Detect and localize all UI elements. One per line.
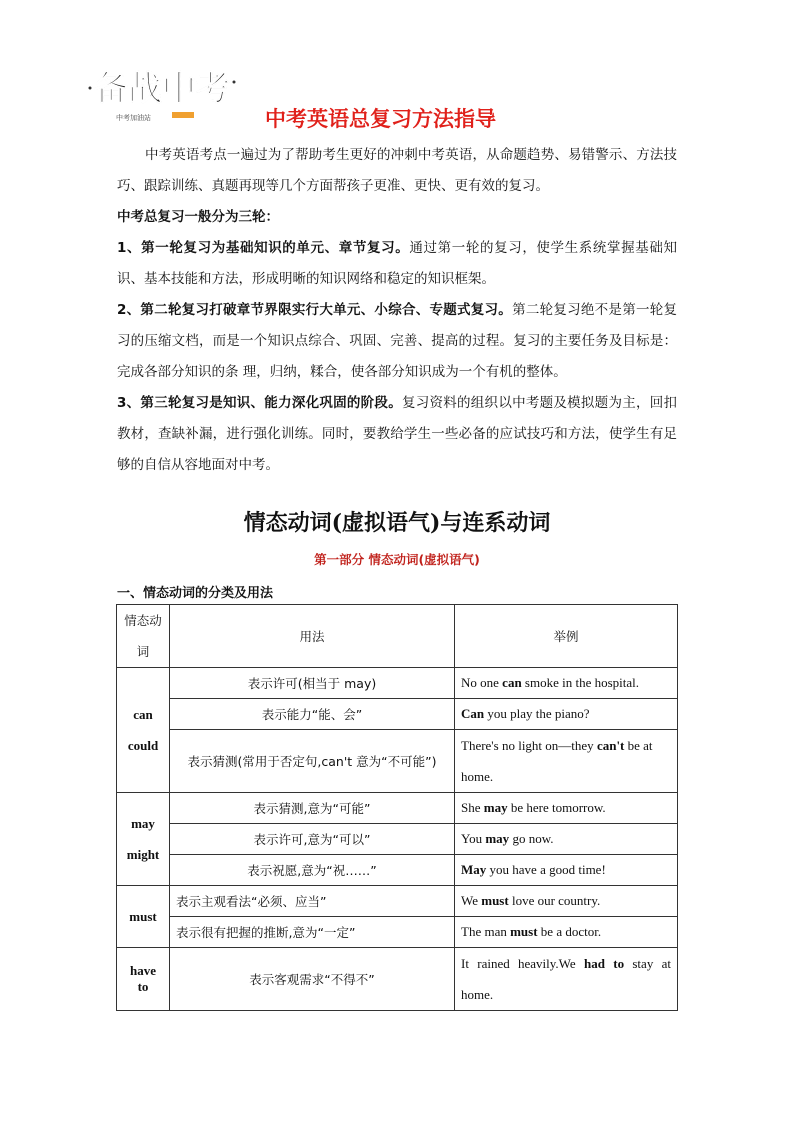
- table-row: [117, 917, 678, 948]
- round-3-heading: 3、第三轮复习是知识、能力深化巩固的阶段。: [117, 395, 402, 411]
- usage-cell: 表示祝愿,意为“祝……”: [170, 855, 455, 886]
- round-2-text: 第二轮复习绝不是第一轮复习的压缩文档，而是一个知识点综合、巩固、完善、提高的过程。复习的主要任务及目标是：完成各部分知识的条 理，归纳，糅合，使各部分知识成为一个有机的整体。: [117, 302, 677, 380]
- example-cell: It rained heavily.We had to stay at home.: [455, 948, 678, 1011]
- logo-subtext: 中考加油站: [116, 114, 151, 122]
- section-title: 一、情态动词的分类及用法: [117, 586, 274, 601]
- table-row: [117, 886, 678, 917]
- usage-cell: 表示客观需求“不得不”: [170, 948, 455, 1011]
- table-header-row: [117, 605, 678, 668]
- header-example: 举例: [455, 605, 678, 668]
- verb-cell: can could: [117, 668, 170, 793]
- example-cell: She may be here tomorrow.: [455, 793, 678, 824]
- example-cell: May you have a good time!: [455, 855, 678, 886]
- modal-verbs-table: [116, 604, 678, 1011]
- logo-image: [84, 58, 254, 128]
- example-cell: Can you play the piano?: [455, 699, 678, 730]
- round-1-paragraph: [117, 233, 677, 295]
- table-row: [117, 668, 678, 699]
- intro-paragraph: 中考英语考点一遍过为了帮助考生更好的冲刺中考英语，从命题趋势、易错警示、方法技巧、跟踪训练、真题再现等几个方面帮孩子更准、更快、更有效的复习。: [117, 147, 677, 194]
- example-cell: We must love our country.: [455, 886, 678, 917]
- example-cell: No one can smoke in the hospital.: [455, 668, 678, 699]
- table-row: [117, 793, 678, 824]
- table-row: [117, 824, 678, 855]
- round-2-paragraph: [117, 295, 677, 388]
- table-row: [117, 855, 678, 886]
- lead-paragraph: 中考总复习一般分为三轮：: [117, 209, 279, 225]
- round-1-heading: 1、第一轮复习为基础知识的单元、章节复习。: [117, 240, 410, 256]
- example-cell: There's no light on—they can't be at home.: [455, 730, 678, 793]
- usage-cell: 表示猜测,意为“可能”: [170, 793, 455, 824]
- verb-cell: must: [117, 886, 170, 948]
- table-row: [117, 699, 678, 730]
- part-title: 第一部分 情态动词(虚拟语气): [314, 552, 480, 567]
- round-3-text: 复习资料的组织以中考题及模拟题为主，回扣教材，查缺补漏，进行强化训练。同时，要教给学生一些必备的应试技巧和方法，使学生有足够的自信从容地面对中考。: [117, 395, 678, 473]
- round-3-paragraph: [117, 388, 677, 481]
- verb-cell: may might: [117, 793, 170, 886]
- header-usage: 用法: [170, 605, 455, 668]
- round-1-text: 通过第一轮的复习，使学生系统掌握基础知识、基本技能和方法，形成明晰的知识网络和稳定的知识框架。: [117, 240, 677, 287]
- main-title: 情态动词(虚拟语气)与连系动词: [243, 510, 551, 536]
- usage-cell: 表示主观看法“必须、应当”: [170, 886, 455, 917]
- example-cell: You may go now.: [455, 824, 678, 855]
- usage-cell: 表示猜测(常用于否定句,can't 意为“不可能”): [170, 730, 455, 793]
- table-row: [117, 730, 678, 793]
- usage-cell: 表示许可(相当于 may): [170, 668, 455, 699]
- logo-book-icon: [172, 112, 194, 118]
- verb-cell: have to: [117, 948, 170, 1011]
- usage-cell: 表示很有把握的推断,意为“一定”: [170, 917, 455, 948]
- table-row: [117, 948, 678, 1011]
- round-2-heading: 2、第二轮复习打破章节界限实行大单元、小综合、专题式复习。: [117, 302, 513, 318]
- usage-cell: 表示能力“能、会”: [170, 699, 455, 730]
- header-modal-verb: 情态动词: [117, 605, 170, 668]
- logo-text: 备战中考: [94, 69, 230, 109]
- page-title: 中考英语总复习方法指导: [265, 107, 496, 131]
- example-cell: The man must be a doctor.: [455, 917, 678, 948]
- usage-cell: 表示许可,意为“可以”: [170, 824, 455, 855]
